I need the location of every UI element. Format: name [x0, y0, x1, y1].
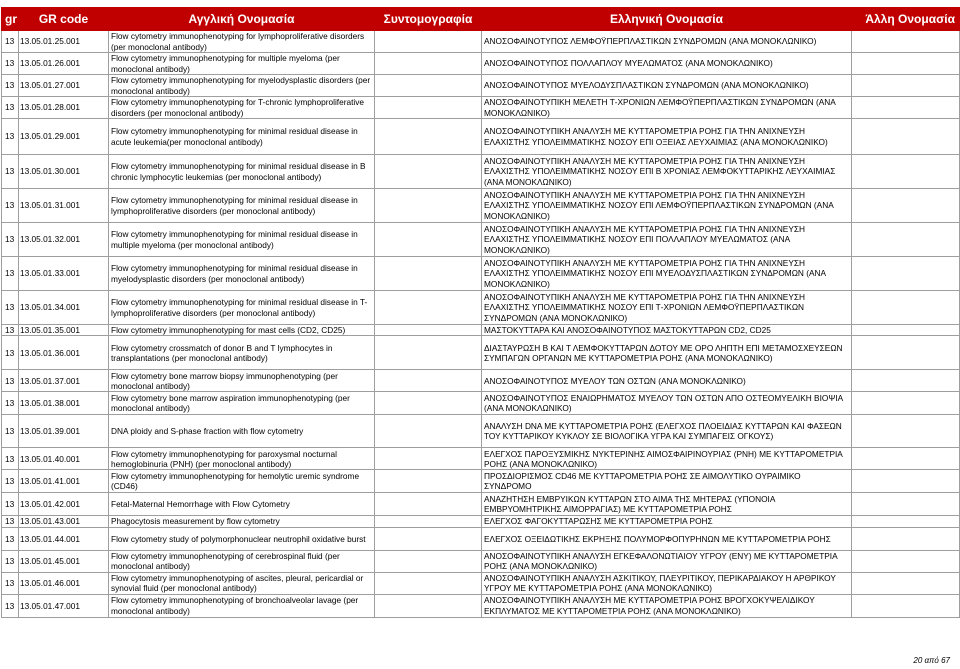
- row-gr-cell: 13: [2, 493, 19, 516]
- row-abbreviation: [375, 572, 482, 594]
- row-other-name: [852, 189, 960, 223]
- row-english-name: Flow cytometry immunophenotyping for minimal residual disease in acute leukemia(per monoclonal antibody): [109, 119, 375, 155]
- row-other-name: [852, 53, 960, 75]
- row-gr-cell: 13: [2, 53, 19, 75]
- row-abbreviation: [375, 53, 482, 75]
- row-gr-cell: 13: [2, 336, 19, 370]
- row-gr-cell: 13: [2, 572, 19, 594]
- row-abbreviation: [375, 223, 482, 257]
- table-row: [2, 223, 960, 257]
- row-gr-cell: 13: [2, 31, 19, 53]
- row-greek-name: ΑΝΟΣΟΦΑΙΝΟΤΥΠΙΚΗ ΑΝΑΛΥΣΗ ΜΕ ΚΥΤΤΑΡΟΜΕΤΡΙΑ ΡΟΗΣ ΓΙΑ ΤΗΝ ΑΝΙΧΝΕΥΣΗ ΕΛΑΧΙΣΤΗΣ ΥΠΟΛΕΙΜΜΑΤΙΚΗΣ ΝΟΣΟΥ ΕΠΙ ΠΟΛΛΑΠΛΟΥ ΜΥΕΛΩΜΑΤΟΣ (ΑΝΑ ΜΟΝΟΚΛΩΝΙΚΟ): [482, 223, 852, 257]
- row-greek-name: ΜΑΣΤΟΚΥΤΤΑΡΑ ΚΑΙ ΑΝΟΣΟΦΑΙΝΟΤΥΠΟΣ ΜΑΣΤΟΚΥΤΤΑΡΩΝ CD2, CD25: [482, 325, 852, 336]
- row-abbreviation: [375, 392, 482, 415]
- row-gr-cell: 13: [2, 594, 19, 617]
- row-other-name: [852, 527, 960, 550]
- row-english-name: Flow cytometry bone marrow biopsy immunophenotyping (per monoclonal antibody): [109, 370, 375, 392]
- row-code-cell: 13.05.01.34.001: [19, 291, 109, 325]
- table-row: [2, 53, 960, 75]
- row-abbreviation: [375, 189, 482, 223]
- table-row: [2, 325, 960, 336]
- row-gr-cell: 13: [2, 470, 19, 493]
- row-greek-name: ΑΝΟΣΟΦΑΙΝΟΤΥΠΙΚΗ ΑΝΑΛΥΣΗ ΜΕ ΚΥΤΤΑΡΟΜΕΤΡΙΑ ΡΟΗΣ ΓΙΑ ΤΗΝ ΑΝΙΧΝΕΥΣΗ ΕΛΑΧΙΣΤΗΣ ΥΠΟΛΕΙΜΜΑΤΙΚΗΣ ΝΟΣΟΥ ΕΠΙ Τ-ΧΡΟΝΙΩΝ ΛΕΜΦΟΫΠΕΡΠΛΑΣΤΙΚΩΝ ΣΥΝΔΡΟΜΩΝ (ΑΝΑ ΜΟΝΟΚΛΩΝΙΚΟ): [482, 291, 852, 325]
- row-abbreviation: [375, 516, 482, 527]
- row-abbreviation: [375, 119, 482, 155]
- row-greek-name: ΑΝΟΣΟΦΑΙΝΟΤΥΠΙΚΗ ΑΝΑΛΥΣΗ ΑΣΚΙΤΙΚΟΥ, ΠΛΕΥΡΙΤΙΚΟΥ, ΠΕΡΙΚΑΡΔΙΑΚΟΥ Η ΑΡΘΡΙΚΟΥ ΥΓΡΟΥ ΜΕ ΚΥΤΤΑΡΟΜΕΤΡΙΑ ΡΟΗΣ (ΑΝΑ ΜΟΝΟΚΛΩΝΙΚΟ): [482, 572, 852, 594]
- row-english-name: Flow cytometry immunophenotyping for multiple myeloma (per monoclonal antibody): [109, 53, 375, 75]
- row-code-cell: 13.05.01.41.001: [19, 470, 109, 493]
- row-english-name: Flow cytometry immunophenotyping of bronchoalveolar lavage (per monoclonal antibody): [109, 594, 375, 617]
- row-english-name: Flow cytometry immunophenotyping for minimal residual disease in lymphoproliferative disorders (per monoclonal antibody): [109, 189, 375, 223]
- row-english-name: Phagocytosis measurement by flow cytometry: [109, 516, 375, 527]
- row-other-name: [852, 291, 960, 325]
- row-abbreviation: [375, 155, 482, 189]
- row-greek-name: ΑΝΟΣΟΦΑΙΝΟΤΥΠΟΣ ΠΟΛΛΑΠΛΟΥ ΜΥΕΛΩΜΑΤΟΣ (ΑΝΑ ΜΟΝΟΚΛΩΝΙΚΟ): [482, 53, 852, 75]
- row-abbreviation: [375, 448, 482, 470]
- row-code-cell: 13.05.01.30.001: [19, 155, 109, 189]
- row-other-name: [852, 75, 960, 97]
- col-header-greek-name: Ελληνική Ονομασία: [482, 8, 852, 31]
- table-row: [2, 257, 960, 291]
- row-english-name: Flow cytometry immunophenotyping for minimal residual disease in T-lymphoproliferative disorders (per monoclonal antibody): [109, 291, 375, 325]
- table-row: [2, 336, 960, 370]
- row-greek-name: ΑΝΑΛΥΣΗ DNA ΜΕ ΚΥΤΤΑΡΟΜΕΤΡΙΑ ΡΟΗΣ (ΕΛΕΓΧΟΣ ΠΛΟΕΙΔΙΑΣ ΚΥΤΤΑΡΩΝ ΚΑΙ ΦΑΣΕΩΝ ΤΟΥ ΚΥΤΤΑΡΙΚΟΥ ΚΥΚΛΟΥ ΣΕ ΒΙΟΛΟΓΙΚΑ ΥΓΡΑ ΚΑΙ ΣΥΜΠΑΓΕΙΣ ΟΓΚΟΥΣ): [482, 415, 852, 448]
- row-other-name: [852, 257, 960, 291]
- row-greek-name: ΕΛΕΓΧΟΣ ΟΞΕΙΔΩΤΙΚΗΣ ΕΚΡΗΞΗΣ ΠΟΛΥΜΟΡΦΟΠΥΡΗΝΩΝ ΜΕ ΚΥΤΤΑΡΟΜΕΤΡΙΑ ΡΟΗΣ: [482, 527, 852, 550]
- row-english-name: Flow cytometry immunophenotyping of ascites, pleural, pericardial or synovial fluid (per monoclonal antibody): [109, 572, 375, 594]
- table-row: [2, 97, 960, 119]
- row-other-name: [852, 470, 960, 493]
- row-code-cell: 13.05.01.25.001: [19, 31, 109, 53]
- row-abbreviation: [375, 336, 482, 370]
- row-other-name: [852, 415, 960, 448]
- row-code-cell: 13.05.01.29.001: [19, 119, 109, 155]
- row-abbreviation: [375, 550, 482, 572]
- row-english-name: Flow cytometry immunophenotyping for myelodysplastic disorders (per monoclonal antibody): [109, 75, 375, 97]
- row-other-name: [852, 572, 960, 594]
- row-gr-cell: 13: [2, 97, 19, 119]
- row-greek-name: ΑΝΟΣΟΦΑΙΝΟΤΥΠΟΣ ΕΝΑΙΩΡΗΜΑΤΟΣ ΜΥΕΛΟΥ ΤΩΝ ΟΣΤΩΝ ΑΠΟ ΟΣΤΕΟΜΥΕΛΙΚΗ ΒΙΟΨΙΑ (ΑΝΑ ΜΟΝΟΚΛΩΝΙΚΟ): [482, 392, 852, 415]
- table-row: [2, 594, 960, 617]
- table-row: [2, 392, 960, 415]
- row-greek-name: ΕΛΕΓΧΟΣ ΦΑΓΟΚΥΤΤΑΡΩΣΗΣ ΜΕ ΚΥΤΤΑΡΟΜΕΤΡΙΑ ΡΟΗΣ: [482, 516, 852, 527]
- row-english-name: Flow cytometry immunophenotyping for minimal residual disease in B chronic lymphocytic leukemias (per monoclonal antibody): [109, 155, 375, 189]
- procedures-table: [1, 7, 960, 618]
- row-abbreviation: [375, 594, 482, 617]
- row-code-cell: 13.05.01.26.001: [19, 53, 109, 75]
- row-other-name: [852, 594, 960, 617]
- row-gr-cell: 13: [2, 516, 19, 527]
- table-row: [2, 415, 960, 448]
- table-row: [2, 527, 960, 550]
- table-row: [2, 370, 960, 392]
- row-gr-cell: 13: [2, 527, 19, 550]
- table-body: [2, 31, 960, 618]
- row-other-name: [852, 516, 960, 527]
- row-greek-name: ΔΙΑΣΤΑΥΡΩΣΗ Β ΚΑΙ Τ ΛΕΜΦΟΚΥΤΤΑΡΩΝ ΔΟΤΟΥ ΜΕ ΟΡΟ ΛΗΠΤΗ ΕΠΙ ΜΕΤΑΜΟΣΧΕΥΣΕΩΝ ΣΥΜΠΑΓΩΝ ΟΡΓΑΝΩΝ ΜΕ ΚΥΤΤΑΡΟΜΕΤΡΙΑ ΡΟΗΣ (ΑΝΑ ΜΟΝΟΚΛΩΝΙΚΟ): [482, 336, 852, 370]
- row-greek-name: ΑΝΟΣΟΦΑΙΝΟΤΥΠΟΣ ΜΥΕΛΟΥ ΤΩΝ ΟΣΤΩΝ (ΑΝΑ ΜΟΝΟΚΛΩΝΙΚΟ): [482, 370, 852, 392]
- row-abbreviation: [375, 31, 482, 53]
- col-header-abbreviation: Συντομογραφία: [375, 8, 482, 31]
- table-row: [2, 516, 960, 527]
- row-greek-name: ΑΝΟΣΟΦΑΙΝΟΤΥΠΟΣ ΛΕΜΦΟΫΠΕΡΠΛΑΣΤΙΚΩΝ ΣΥΝΔΡΟΜΩΝ (ΑΝΑ ΜΟΝΟΚΛΩΝΙΚΟ): [482, 31, 852, 53]
- row-abbreviation: [375, 527, 482, 550]
- row-other-name: [852, 155, 960, 189]
- row-gr-cell: 13: [2, 291, 19, 325]
- row-abbreviation: [375, 470, 482, 493]
- table-row: [2, 470, 960, 493]
- row-gr-cell: 13: [2, 415, 19, 448]
- row-code-cell: 13.05.01.31.001: [19, 189, 109, 223]
- row-english-name: Flow cytometry immunophenotyping for paroxysmal nocturnal hemoglobinuria (PNH) (per monoclonal antibody): [109, 448, 375, 470]
- row-other-name: [852, 550, 960, 572]
- row-greek-name: ΑΝΟΣΟΦΑΙΝΟΤΥΠΙΚΗ ΑΝΑΛΥΣΗ ΜΕ ΚΥΤΤΑΡΟΜΕΤΡΙΑ ΡΟΗΣ ΒΡΟΓΧΟΚΥΨΕΛΙΔΙΚΟΥ ΕΚΠΛΥΜΑΤΟΣ ΜΕ ΚΥΤΤΑΡΟΜΕΤΡΙΑ ΡΟΗΣ (ΑΝΑ ΜΟΝΟΚΛΩΝΙΚΟ): [482, 594, 852, 617]
- row-gr-cell: 13: [2, 448, 19, 470]
- row-greek-name: ΑΝΟΣΟΦΑΙΝΟΤΥΠΙΚΗ ΑΝΑΛΥΣΗ ΜΕ ΚΥΤΤΑΡΟΜΕΤΡΙΑ ΡΟΗΣ ΓΙΑ ΤΗΝ ΑΝΙΧΝΕΥΣΗ ΕΛΑΧΙΣΤΗΣ ΥΠΟΛΕΙΜΜΑΤΙΚΗΣ ΝΟΣΟΥ ΕΠΙ ΟΞΕΙΑΣ ΛΕΥΧΑΙΜΙΑΣ (ΑΝΑ ΜΟΝΟΚΛΩΝΙΚΟ): [482, 119, 852, 155]
- row-code-cell: 13.05.01.27.001: [19, 75, 109, 97]
- row-other-name: [852, 325, 960, 336]
- row-gr-cell: 13: [2, 550, 19, 572]
- table-row: [2, 572, 960, 594]
- row-code-cell: 13.05.01.33.001: [19, 257, 109, 291]
- table-row: [2, 189, 960, 223]
- row-abbreviation: [375, 291, 482, 325]
- row-abbreviation: [375, 370, 482, 392]
- header-row: [2, 8, 960, 31]
- row-gr-cell: 13: [2, 392, 19, 415]
- table-row: [2, 119, 960, 155]
- row-english-name: Flow cytometry immunophenotyping for lymphoproliferative disorders (per monoclonal antibody): [109, 31, 375, 53]
- row-english-name: Flow cytometry immunophenotyping for mast cells (CD2, CD25): [109, 325, 375, 336]
- row-code-cell: 13.05.01.43.001: [19, 516, 109, 527]
- col-header-other-name: Άλλη Ονομασία: [852, 8, 960, 31]
- row-gr-cell: 13: [2, 257, 19, 291]
- row-gr-cell: 13: [2, 223, 19, 257]
- row-code-cell: 13.05.01.32.001: [19, 223, 109, 257]
- row-english-name: Flow cytometry study of polymorphonuclear neutrophil oxidative burst: [109, 527, 375, 550]
- row-greek-name: ΑΝΟΣΟΦΑΙΝΟΤΥΠΙΚΗ ΜΕΛΕΤΗ Τ-ΧΡΟΝΙΩΝ ΛΕΜΦΟΫΠΕΡΠΛΑΣΤΙΚΩΝ ΣΥΝΔΡΟΜΩΝ (ΑΝΑ ΜΟΝΟΚΛΩΝΙΚΟ): [482, 97, 852, 119]
- row-code-cell: 13.05.01.42.001: [19, 493, 109, 516]
- row-greek-name: ΑΝΟΣΟΦΑΙΝΟΤΥΠΙΚΗ ΑΝΑΛΥΣΗ ΜΕ ΚΥΤΤΑΡΟΜΕΤΡΙΑ ΡΟΗΣ ΓΙΑ ΤΗΝ ΑΝΙΧΝΕΥΣΗ ΕΛΑΧΙΣΤΗΣ ΥΠΟΛΕΙΜΜΑΤΙΚΗΣ ΝΟΣΟΥ ΕΠΙ Β ΧΡΟΝΙΑΣ ΛΕΜΦΟΚΥΤΤΑΡΙΚΗΣ ΛΕΥΧΑΙΜΙΑΣ (ΑΝΑ ΜΟΝΟΚΛΩΝΙΚΟ): [482, 155, 852, 189]
- row-other-name: [852, 336, 960, 370]
- row-english-name: Flow cytometry crossmatch of donor B and T lymphocytes in transplantations (per monoclonal antibody): [109, 336, 375, 370]
- row-code-cell: 13.05.01.39.001: [19, 415, 109, 448]
- row-other-name: [852, 97, 960, 119]
- table-row: [2, 155, 960, 189]
- row-abbreviation: [375, 97, 482, 119]
- row-code-cell: 13.05.01.45.001: [19, 550, 109, 572]
- table-row: [2, 75, 960, 97]
- row-other-name: [852, 223, 960, 257]
- row-other-name: [852, 119, 960, 155]
- row-greek-name: ΕΛΕΓΧΟΣ ΠΑΡΟΞΥΣΜΙΚΗΣ ΝΥΚΤΕΡΙΝΗΣ ΑΙΜΟΣΦΑΙΡΙΝΟΥΡΙΑΣ (PNH) ΜΕ ΚΥΤΤΑΡΟΜΕΤΡΙΑ ΡΟΗΣ (ΑΝΑ ΜΟΝΟΚΛΩΝΙΚΟ): [482, 448, 852, 470]
- row-code-cell: 13.05.01.44.001: [19, 527, 109, 550]
- row-english-name: Flow cytometry immunophenotyping for minimal residual disease in myelodysplastic disorders (per monoclonal antibody): [109, 257, 375, 291]
- row-english-name: Flow cytometry immunophenotyping for hemolytic uremic syndrome (CD46): [109, 470, 375, 493]
- row-greek-name: ΑΝΟΣΟΦΑΙΝΟΤΥΠΙΚΗ ΑΝΑΛΥΣΗ ΜΕ ΚΥΤΤΑΡΟΜΕΤΡΙΑ ΡΟΗΣ ΓΙΑ ΤΗΝ ΑΝΙΧΝΕΥΣΗ ΕΛΑΧΙΣΤΗΣ ΥΠΟΛΕΙΜΜΑΤΙΚΗΣ ΝΟΣΟΥ ΕΠΙ ΛΕΜΦΟΫΠΕΡΠΛΑΣΤΙΚΩΝ ΣΥΝΔΡΟΜΩΝ (ΑΝΑ ΜΟΝΟΚΛΩΝΙΚΟ): [482, 189, 852, 223]
- row-gr-cell: 13: [2, 119, 19, 155]
- row-code-cell: 13.05.01.37.001: [19, 370, 109, 392]
- row-english-name: DNA ploidy and S-phase fraction with flow cytometry: [109, 415, 375, 448]
- row-other-name: [852, 493, 960, 516]
- row-code-cell: 13.05.01.47.001: [19, 594, 109, 617]
- row-abbreviation: [375, 325, 482, 336]
- table-row: [2, 448, 960, 470]
- col-header-code: GR code: [19, 8, 109, 31]
- row-greek-name: ΠΡΟΣΔΙΟΡΙΣΜΟΣ CD46 ΜΕ ΚΥΤΤΑΡΟΜΕΤΡΙΑ ΡΟΗΣ ΣΕ ΑΙΜΟΛΥΤΙΚΟ ΟΥΡΑΙΜΙΚΟ ΣΥΝΔΡΟΜΟ: [482, 470, 852, 493]
- row-gr-cell: 13: [2, 75, 19, 97]
- row-abbreviation: [375, 257, 482, 291]
- table-row: [2, 493, 960, 516]
- row-greek-name: ΑΝΑΖΗΤΗΣΗ ΕΜΒΡΥΙΚΩΝ ΚΥΤΤΑΡΩΝ ΣΤΟ ΑΙΜΑ ΤΗΣ ΜΗΤΕΡΑΣ (ΥΠΟΝΟΙΑ ΕΜΒΡΥΟΜΗΤΡΙΚΗΣ ΑΙΜΟΡΡΑΓΙΑΣ) ΜΕ ΚΥΤΤΑΡΟΜΕΤΡΙΑ ΡΟΗΣ: [482, 493, 852, 516]
- row-gr-cell: 13: [2, 325, 19, 336]
- row-abbreviation: [375, 75, 482, 97]
- row-code-cell: 13.05.01.28.001: [19, 97, 109, 119]
- row-gr-cell: 13: [2, 189, 19, 223]
- row-english-name: Fetal-Maternal Hemorrhage with Flow Cytometry: [109, 493, 375, 516]
- row-code-cell: 13.05.01.46.001: [19, 572, 109, 594]
- row-greek-name: ΑΝΟΣΟΦΑΙΝΟΤΥΠΙΚΗ ΑΝΑΛΥΣΗ ΜΕ ΚΥΤΤΑΡΟΜΕΤΡΙΑ ΡΟΗΣ ΓΙΑ ΤΗΝ ΑΝΙΧΝΕΥΣΗ ΕΛΑΧΙΣΤΗΣ ΥΠΟΛΕΙΜΜΑΤΙΚΗΣ ΝΟΣΟΥ ΕΠΙ ΜΥΕΛΟΔΥΣΠΛΑΣΤΙΚΩΝ ΣΥΝΔΡΟΜΩΝ (ΑΝΑ ΜΟΝΟΚΛΩΝΙΚΟ): [482, 257, 852, 291]
- row-english-name: Flow cytometry bone marrow aspiration immunophenotyping (per monoclonal antibody): [109, 392, 375, 415]
- row-other-name: [852, 370, 960, 392]
- row-abbreviation: [375, 415, 482, 448]
- table-row: [2, 550, 960, 572]
- page-number: 20 από 67: [913, 656, 950, 665]
- row-english-name: Flow cytometry immunophenotyping for minimal residual disease in multiple myeloma (per monoclonal antibody): [109, 223, 375, 257]
- col-header-gr: gr: [2, 8, 19, 31]
- row-english-name: Flow cytometry immunophenotyping of cerebrospinal fluid (per monoclonal antibody): [109, 550, 375, 572]
- row-english-name: Flow cytometry immunophenotyping for T-chronic lymphoproliferative disorders (per monoclonal antibody): [109, 97, 375, 119]
- table-row: [2, 291, 960, 325]
- col-header-english-name: Αγγλική Ονομασία: [109, 8, 375, 31]
- row-code-cell: 13.05.01.35.001: [19, 325, 109, 336]
- row-other-name: [852, 31, 960, 53]
- row-other-name: [852, 392, 960, 415]
- table-row: [2, 31, 960, 53]
- row-gr-cell: 13: [2, 155, 19, 189]
- row-abbreviation: [375, 493, 482, 516]
- row-other-name: [852, 448, 960, 470]
- row-greek-name: ΑΝΟΣΟΦΑΙΝΟΤΥΠΙΚΗ ΑΝΑΛΥΣΗ ΕΓΚΕΦΑΛΟΝΩΤΙΑΙΟΥ ΥΓΡΟΥ (ΕΝΥ) ΜΕ ΚΥΤΤΑΡΟΜΕΤΡΙΑ ΡΟΗΣ (ΑΝΑ ΜΟΝΟΚΛΩΝΙΚΟ): [482, 550, 852, 572]
- row-greek-name: ΑΝΟΣΟΦΑΙΝΟΤΥΠΟΣ ΜΥΕΛΟΔΥΣΠΛΑΣΤΙΚΩΝ ΣΥΝΔΡΟΜΩΝ (ΑΝΑ ΜΟΝΟΚΛΩΝΙΚΟ): [482, 75, 852, 97]
- row-code-cell: 13.05.01.36.001: [19, 336, 109, 370]
- row-code-cell: 13.05.01.38.001: [19, 392, 109, 415]
- row-code-cell: 13.05.01.40.001: [19, 448, 109, 470]
- row-gr-cell: 13: [2, 370, 19, 392]
